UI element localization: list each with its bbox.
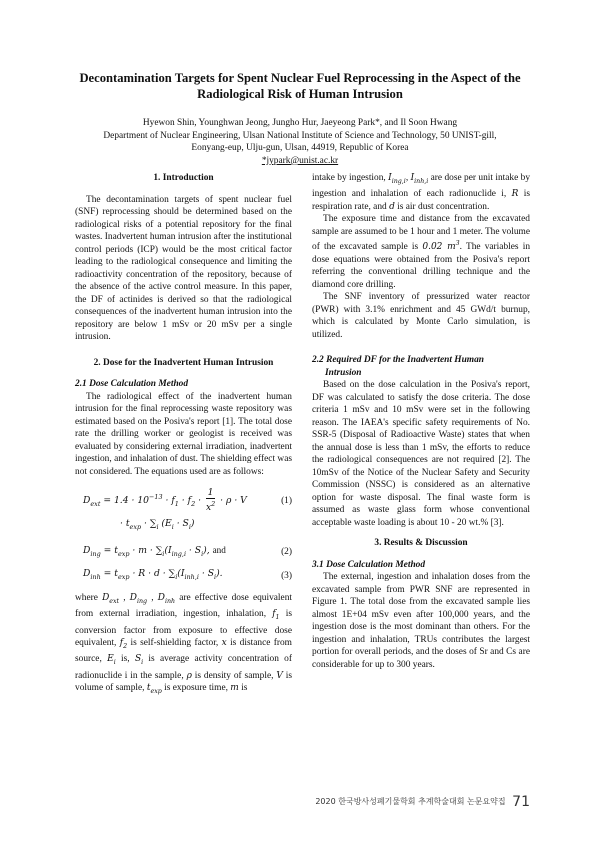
snf-inventory-paragraph: The SNF inventory of pressurized water reactor (PWR) with 3.1% enrichment and 45 GWd/t burnup, which is calculated by Monte Carlo simulation, is utilized. <box>312 292 530 340</box>
page-footer <box>315 794 530 810</box>
left-column <box>75 172 292 698</box>
section-heading-introduction: 1. Introduction <box>153 173 214 183</box>
variable-definitions-continued: intake by ingestion, $I_{ing,i}$, $I_{inh,i}$ are dose per unit intake by ingestion and inhalation of each radionuclide i, R is respiration rate, and d is air dust concentration. <box>312 173 531 212</box>
footer-proceedings-title: 2020 한국방사성폐기물학회 추계학술대회 논문요약집 <box>315 797 506 806</box>
equation-3: $D_{inh} = t_{exp} \cdot R \cdot d \cdot \sum_i(I_{inh,i} \cdot S_i)$. (3) <box>83 568 292 582</box>
equation-2-number: (2) <box>281 546 292 557</box>
exposure-assumptions-paragraph: The exposure time and distance from the excavated sample are assumed to be 1 hour and 1 meter. The volume of the excavated sample is 0.02 $m^3$. The variables in dose equations were obtained from the Posiva's report referring the conventional drilling technique and the diamond core drilling. <box>312 214 531 290</box>
right-column <box>312 172 530 671</box>
author-list: Hyewon Shin, Younghwan Jeong, Jungho Hur, Jaeyeong Park*, and Il Soon Hwang <box>142 118 458 128</box>
subsection-heading-2-1: 2.1 Dose Calculation Method <box>75 379 189 389</box>
paper-title: Decontamination Targets for Spent Nuclear Fuel Reprocessing in the Aspect of the Radiological Risk of Human Intrusion <box>79 71 521 101</box>
subsection-heading-3-1: 3.1 Dose Calculation Method <box>312 559 426 570</box>
equation-1: $D_{ext} = 1.4 \cdot 10^{-13} \cdot f_1 \cdot f_2$ · $\frac{1}{x^2}$ · ρ · V (1) <box>83 487 292 514</box>
section-heading-results: 3. Results & Discussion <box>374 538 468 549</box>
equation-variable-definitions: where $D_{ext}$ , $D_{ing}$ , $D_{inh}$ are effective dose equivalent from external irradiation, ingestion, inhalation, $f_1$ is conversion factor from exposure to effective dose equivalent, $f_2$ is self-shielding factor, x is distance from source, $E_i$ is, $S_i$ is average activity concentration of radionuclide i in the sample, ρ is density of sample, V is volume of sample, $t_{exp}$ is exposure time, m is <box>75 593 293 695</box>
section-heading-dose: 2. Dose for the Inadvertent Human Intrusion <box>93 357 274 368</box>
introduction-paragraph: The decontamination targets of spent nuclear fuel (SNF) reprocessing should be determined based on the radiological risks of a potential repository for the final wastes. Inadvertent human intrusion after the institutional control periods (ICP) would be the most critical factor leading to the radiological consequence and limiting the radioactivity concentration of the repository, because of the absence of the active control measure. In this paper, the DF of actinides is derived so that the radiological consequences of the inadvertent human intrusion into the repository are below 1 mSv or 20 mSv per a single intrusion. <box>75 194 292 342</box>
equation-1-continued: · $t_{exp} \cdot \sum_i$ $(E_i \cdot S_i)$ <box>120 518 195 532</box>
equation-1-number: (1) <box>281 495 292 506</box>
affiliation-line-1: Department of Nuclear Engineering, Ulsan National Institute of Science and Technology, 50 UNIST-gill, <box>103 130 497 141</box>
equation-3-number: (3) <box>281 570 292 581</box>
author-block <box>60 117 540 167</box>
dose-method-paragraph: The radiological effect of the inadvertent human intrusion for the final reprocessing waste repository was estimated based on the Posiva's report [1]. The total dose rate the drilling worker or geologist is received was evaluated by considering external irradiation, inadvertent ingestion, and inhalation of dust. The shielding effect was not considered. The equations used are as follows: <box>75 391 292 477</box>
corresponding-email[interactable]: *jypark@unist.ac.kr <box>261 155 339 166</box>
page-number: 71 <box>512 794 530 810</box>
equation-2: $D_{ing} = t_{exp} \cdot m \cdot \sum_i(I_{ing,i} \cdot S_i)$, and (2) <box>83 544 292 558</box>
affiliation-line-2: Eonyang-eup, Ulju-gun, Ulsan, 44919, Republic of Korea <box>191 143 409 154</box>
results-paragraph: The external, ingestion and inhalation doses from the excavated sample from PWR SNF are represented in Figure 1. The total dose from the excavated sample lies almost 1E+04 mSv even after 100,000 years, and the ingestion dose is the most dominant than others. For the ingestion and inhalation, TRUs contributes the largest portion for overall periods, and the doses of Sr and Cs are considerable for up to 300 years. <box>312 572 530 670</box>
subsection-heading-2-2: 2.2 Required DF for the Inadvertent Human Intrusion <box>312 355 484 378</box>
required-df-paragraph: Based on the dose calculation in the Posiva's report, DF was calculated to satisfy the dose criteria. The dose criteria 1 mSv and 10 mSv were set in the following reason. The IAEA's specific safety requirements of No. SSR-5 (Disposal of Radioactive Waste) states that when the annual dose is less than 1 mSv, the efforts to reduce the radiological consequences are not required [2]. The 10mSv of the Notice of the Nuclear Safety and Security Commission (NSSC) is considered as an alternative option for waste disposal. The final waste form is assumed as waste glass form whose conventional acceptable waste loading is about 10 - 20 wt.% [3]. <box>312 380 530 528</box>
